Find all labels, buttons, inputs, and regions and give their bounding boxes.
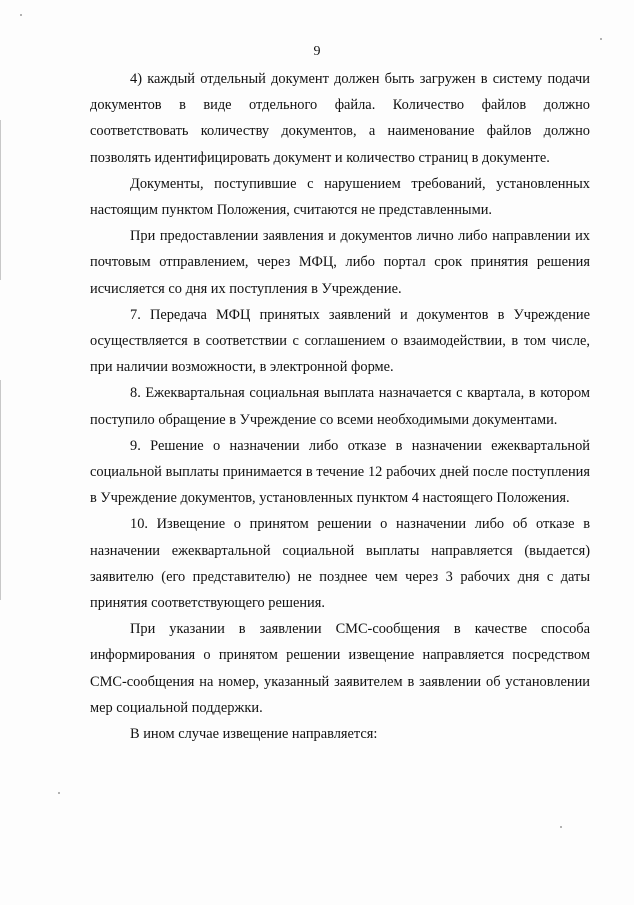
paragraph-invalid-documents: Документы, поступившие с нарушением требований, установленных настоящим пунктом Положения, считаются не представленными. [90, 175, 590, 219]
scan-speck [20, 14, 22, 16]
paragraph-mfc-transfer: 7. Передача МФЦ принятых заявлений и документов в Учреждение осуществляется в соответствии с соглашением о взаимодействии, в том числе, при наличии возможности, в электронной форме. [90, 306, 590, 376]
paragraph-sms-notification: При указании в заявлении СМС-сообщения в качестве способа информирования о принятом решении извещение направляется посредством СМС-сообщения на номер, указанный заявителем в заявлении об установлении мер социальной поддержки. [90, 621, 590, 716]
paragraph-decision-deadline: 9. Решение о назначении либо отказе в назначении ежеквартальной социальной выплаты принимается в течение 12 рабочих дней после поступления в Учреждение документов, установленных пунктом 4 настоящего Положения. [90, 437, 590, 507]
scan-speck [560, 826, 562, 828]
scan-edge-line [0, 380, 1, 600]
paragraph-notification: 10. Извещение о принятом решении о назначении либо об отказе в назначении ежеквартальной социальной выплаты направляется (выдается) заявителю (его представителю) не позднее чем через 3 рабочих дня с даты принятия соответствующего решения. [90, 516, 590, 612]
paragraph-other-case: В ином случае извещение направляется: [130, 726, 378, 743]
scan-edge-line [0, 120, 1, 280]
document-body [90, 66, 590, 747]
scan-speck [600, 38, 602, 40]
page-number: 9 [313, 44, 321, 59]
paragraph-decision-term: При предоставлении заявления и документов лично либо направлении их почтовым отправлением, через МФЦ, либо портал срок принятия решения исчисляется со дня их поступления в Учреждение. [90, 228, 590, 297]
paragraph-document-upload: 4) каждый отдельный документ должен быть загружен в систему подачи документов в виде отдельного файла. Количество файлов должно соответствовать количеству документов, а наименование файлов должно позволять идентифицировать документ и количество страниц в документе. [90, 71, 590, 166]
paragraph-quarterly-payment: 8. Ежеквартальная социальная выплата назначается с квартала, в котором поступило обращение в Учреждение со всеми необходимыми документами. [90, 385, 590, 428]
scan-speck [58, 792, 60, 794]
